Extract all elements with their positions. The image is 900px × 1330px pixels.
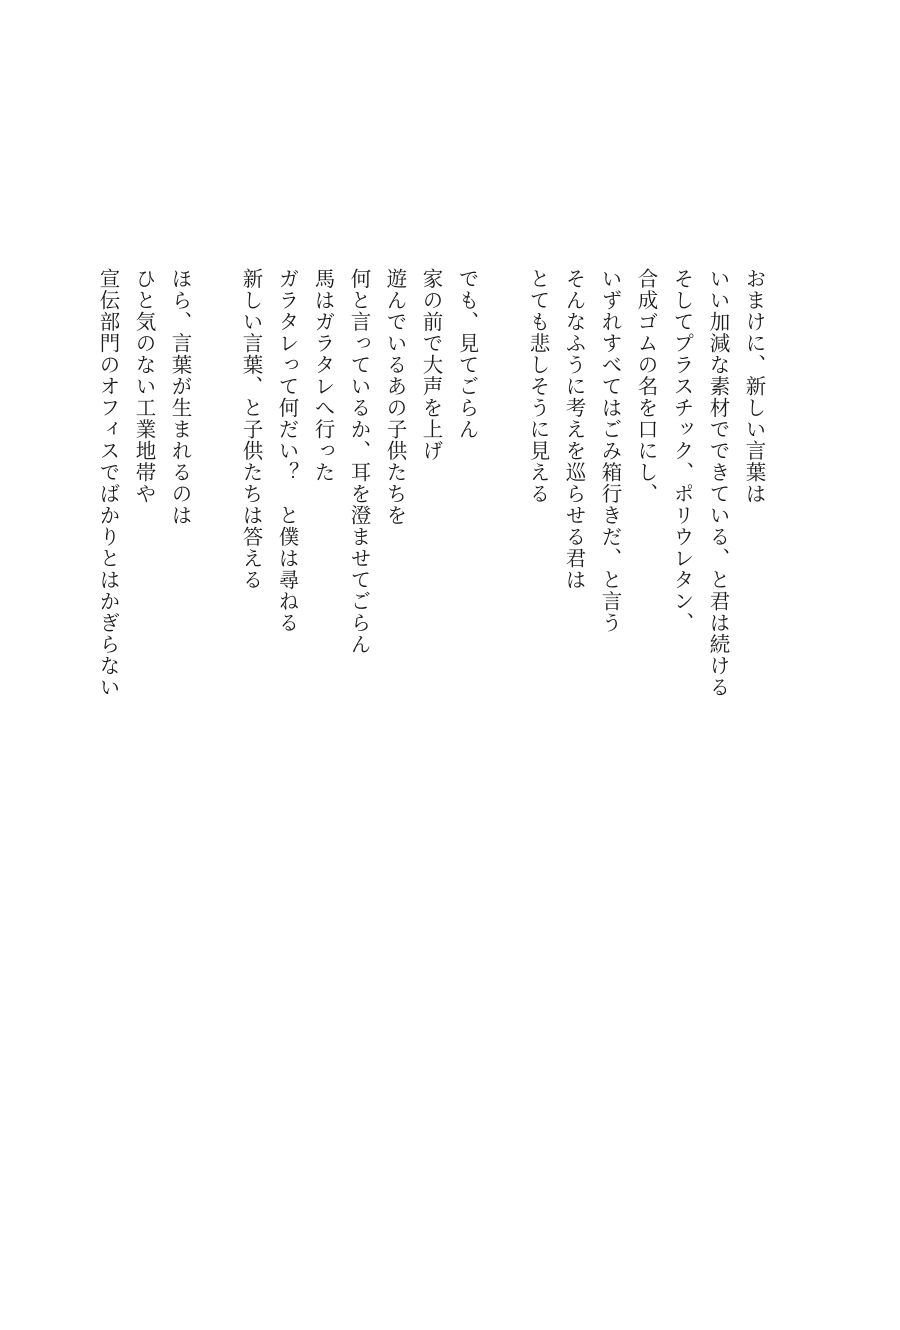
poem-line: ひと気のない工業地帯や (132, 268, 156, 505)
poem-line: 何と言っているか、耳を澄ませてごらん (347, 268, 371, 655)
poem-line: とても悲しそうに見える (526, 268, 550, 505)
stanza-1 (520, 268, 772, 728)
poem-line: 家の前で大声を上げ (419, 268, 443, 462)
poem-line: そんなふうに考えを巡らせる君は (562, 268, 586, 591)
poem-line: ほら、言葉が生まれるのは (168, 268, 192, 526)
poem-line: 遊んでいるあの子供たちを (383, 268, 407, 526)
poem-line: 馬はガラタレへ行った (311, 268, 335, 483)
poem-text (90, 268, 772, 728)
poem-line: 新しい言葉、と子供たちは答える (239, 268, 263, 591)
stanza-3 (90, 268, 198, 728)
poem-line: おまけに、新しい言葉は (742, 268, 766, 505)
poem-line: 宣伝部門のオフィスでばかりとはかぎらない (96, 268, 120, 698)
stanza-2 (233, 268, 485, 728)
poem-line: でも、見てごらん (455, 268, 479, 440)
poem-line: いずれすべてはごみ箱行きだ、と言う (598, 268, 622, 634)
poem-line: ガラタレって何だい？ と僕は尋ねる (275, 268, 299, 634)
poem-line: いい加減な素材でできている、と君は続ける (706, 268, 730, 698)
poem-line: そしてプラスチック、ポリウレタン、 (670, 268, 694, 634)
poem-line: 合成ゴムの名を口にし、 (634, 268, 658, 505)
